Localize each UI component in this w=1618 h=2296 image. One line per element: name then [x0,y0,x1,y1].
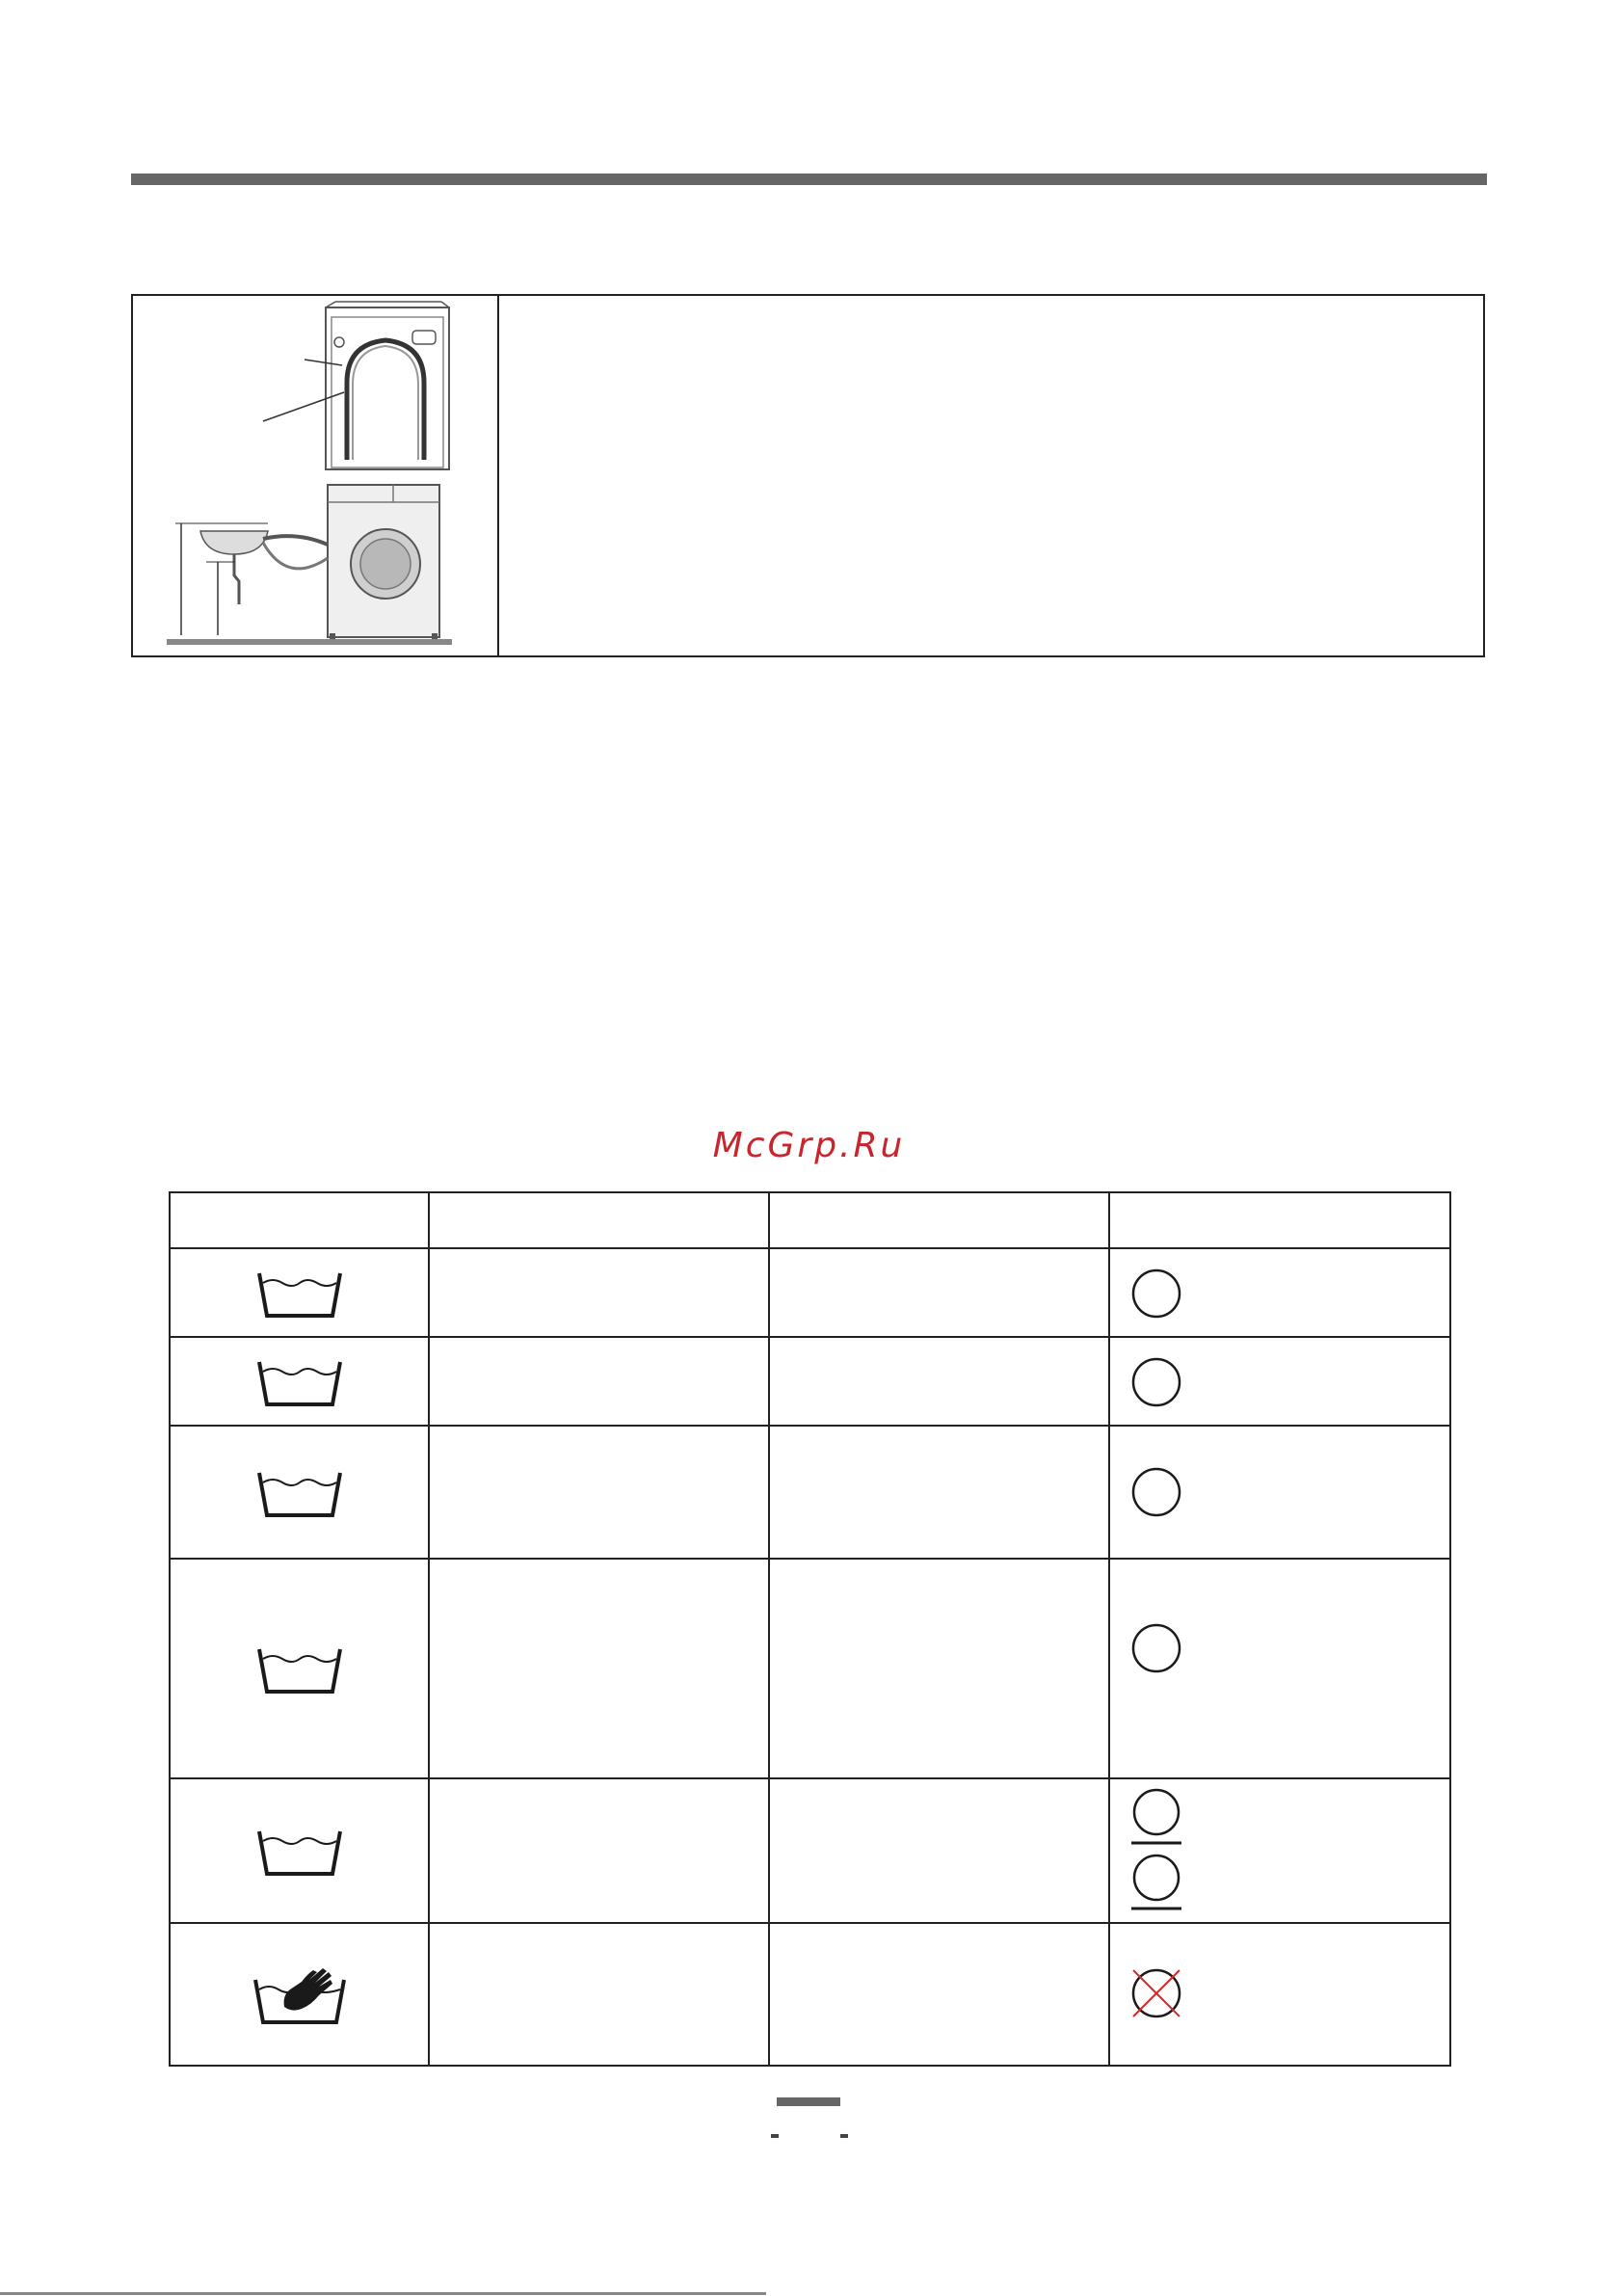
circle-icon [1129,1465,1183,1519]
circle-icon [1129,1355,1183,1409]
indicator-cell [1109,1426,1450,1559]
table-row [170,1248,1450,1337]
indicator-cell [1109,1778,1450,1923]
table-row [170,1426,1450,1559]
table-cell [429,1778,769,1923]
table-header-cell [429,1192,769,1248]
wash-tub-icon [253,1822,346,1880]
table-cell [769,1559,1109,1778]
table-cell [429,1248,769,1337]
top-rule [131,174,1487,185]
indicator-cell [1109,1337,1450,1426]
wash-tub-icon [253,1640,346,1697]
table-row [170,1337,1450,1426]
symbol-cell [170,1778,429,1923]
circle-icon [1129,1267,1183,1321]
indicator-cell [1109,1559,1450,1778]
symbol-cell [170,1426,429,1559]
table-cell [769,1923,1109,2066]
table-header-row [170,1192,1450,1248]
table-cell [769,1426,1109,1559]
underlined-circle-pair-icon [1129,1785,1187,1920]
footer-bar [777,2097,840,2106]
wash-tub-icon [253,1463,346,1521]
symbol-cell [170,1248,429,1337]
hand-wash-icon [250,1961,350,2028]
wash-tub-icon [253,1264,346,1322]
table-cell [429,1426,769,1559]
table-row [170,1923,1450,2066]
table-header-cell [769,1192,1109,1248]
indicator-cell [1109,1923,1450,2066]
crossed-circle-icon [1129,1966,1187,2024]
table-cell [769,1778,1109,1923]
table-cell [429,1337,769,1426]
table-cell [769,1337,1109,1426]
indicator-cell [1109,1248,1450,1337]
table-cell [429,1559,769,1778]
table-row [170,1559,1450,1778]
drain-hose-illustration [143,296,495,655]
symbol-cell [170,1337,429,1426]
bottom-rule [0,2292,766,2295]
wash-tub-icon [253,1352,346,1410]
table-header-cell [1109,1192,1450,1248]
circle-icon [1129,1621,1183,1675]
install-divider [497,296,499,655]
watermark: McGrp.Ru [712,1126,906,1165]
table-cell [769,1248,1109,1337]
table-cell [429,1923,769,2066]
page-number-dash-left [771,2134,779,2138]
table-header-cell [170,1192,429,1248]
symbol-cell [170,1923,429,2066]
table-row [170,1778,1450,1923]
installation-box [131,294,1485,657]
fabric-care-table [169,1191,1451,2067]
page-number-dash-right [840,2134,848,2138]
symbol-cell [170,1559,429,1778]
